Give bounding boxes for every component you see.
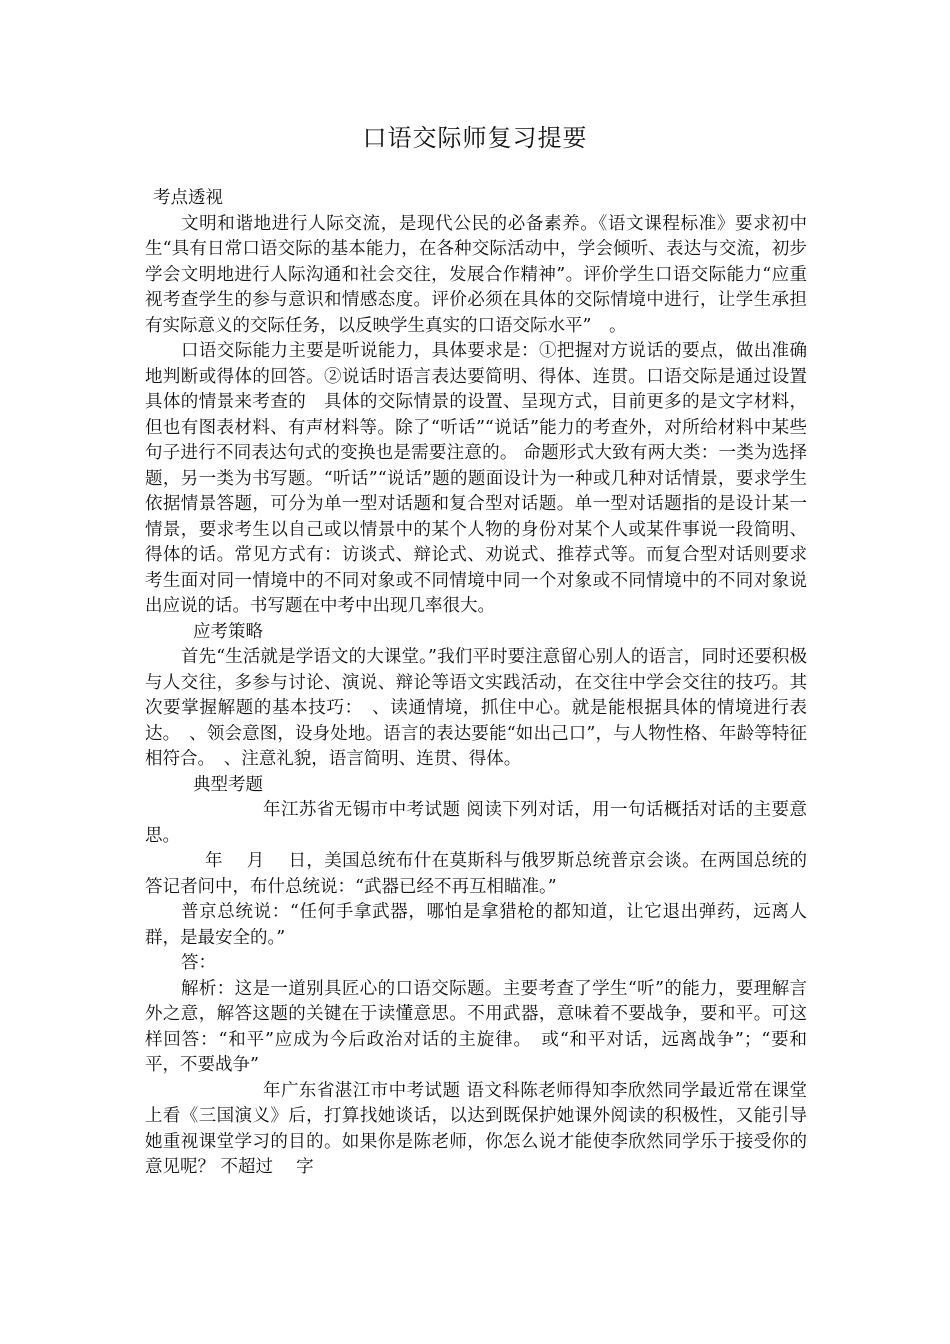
paragraph: 普京总统说：“任何手拿武器，哪怕是拿猎枪的都知道，让它退出弹药，远离人群，是最安全的。” bbox=[145, 902, 807, 948]
question-1-intro: 年江苏省无锡市中考试题 阅读下列对话，用一句话概括对话的主要意思。 bbox=[145, 800, 807, 846]
document-body bbox=[145, 186, 807, 1181]
analysis-paragraph: 解析：这是一道别具匠心的口语交际题。主要考查了学生“听”的能力，要理解言外之意，解答这题的关键在于读懂意思。不用武器，意味着不要战争，要和平。可这样回答：“和平”应成为今后政治对话的主旋律。 或“和平对话，远离战争”；“要和平，不要战争” bbox=[145, 978, 807, 1075]
section-heading-strategy: 应考策略 bbox=[193, 621, 263, 642]
paragraph: 文明和谐地进行人际交流，是现代公民的必备素养。《语文课程标准》要求初中生“具有日常口语交际的基本能力，在各种交际活动中，学会倾听、表达与交流，初步学会文明地进行人际沟通和社会交往，发展合作精神”。评价学生口语交际能力“应重视考查学生的参与意识和情感态度。评价必须在具体的交际情境中进行，让学生承担有实际意义的交际任务，以反映学生真实的口语交际水平” 。 bbox=[145, 213, 807, 336]
section-heading-key-points: 考点透视 bbox=[153, 188, 223, 208]
question-2-intro: 年广东省湛江市中考试题 语文科陈老师得知李欣然同学最近常在课堂上看《三国演义》后，打算找她谈话，以达到既保护她课外阅读的积极性，又能引导她重视课堂学习的目的。如果你是陈老师，你怎么说才能使李欣然同学乐于接受你的意见呢？ 不超过 字 bbox=[145, 1080, 807, 1177]
paragraph: 首先“生活就是学语文的大课堂。”我们平时要注意留心别人的语言，同时还要积极与人交往，多参与讨论、演说、辩论等语文实践活动，在交往中学会交往的技巧。其次要掌握解题的基本技巧： 、读通情境，抓住中心。就是能根据具体的情境进行表达。 、领会意图，设身处地。语言的表达要能“如出己口”，与人物性格、年龄等特征相符合。 、注意礼貌，语言简明、连贯、得体。 bbox=[145, 647, 807, 769]
section-heading-typical-questions: 典型考题 bbox=[193, 774, 263, 795]
page-title: 口语交际师复习提要 bbox=[362, 124, 588, 152]
answer-label: 答： bbox=[181, 953, 216, 973]
paragraph: 年 月 日，美国总统布什在莫斯科与俄罗斯总统普京会谈。在两国总统的答记者问中，布什总统说：“武器已经不再互相瞄准。” bbox=[145, 851, 807, 897]
paragraph: 口语交际能力主要是听说能力，具体要求是：①把握对方说话的要点，做出准确地判断或得体的回答。②说话时语言表达要简明、得体、连贯。口语交际是通过设置具体的情景来考查的 具体的交际情景的设置、呈现方式，目前更多的是文字材料，但也有图表材料、有声材料等。除了“听话”“说话”能力的考查外，对所给材料中某些句子进行不同表达句式的变换也是需要注意的。 命题形式大致有两大类：一类为选择题，另一类为书写题。“听话”“说话”题的题面设计为一种或几种对话情景，要求学生依据情景答题，可分为单一型对话题和复合型对话题。单一型对话题指的是设计某一情景，要求考生以自己或以情景中的某个人物的身份对某个人或某件事说一段简明、得体的话。常见方式有：访谈式、辩论式、劝说式、推荐式等。而复合型对话则要求考生面对同一情境中的不同对象或不同情境中同一个对象或不同情境中的不同对象说出应说的话。书写题在中考中出现几率很大。 bbox=[145, 341, 807, 616]
